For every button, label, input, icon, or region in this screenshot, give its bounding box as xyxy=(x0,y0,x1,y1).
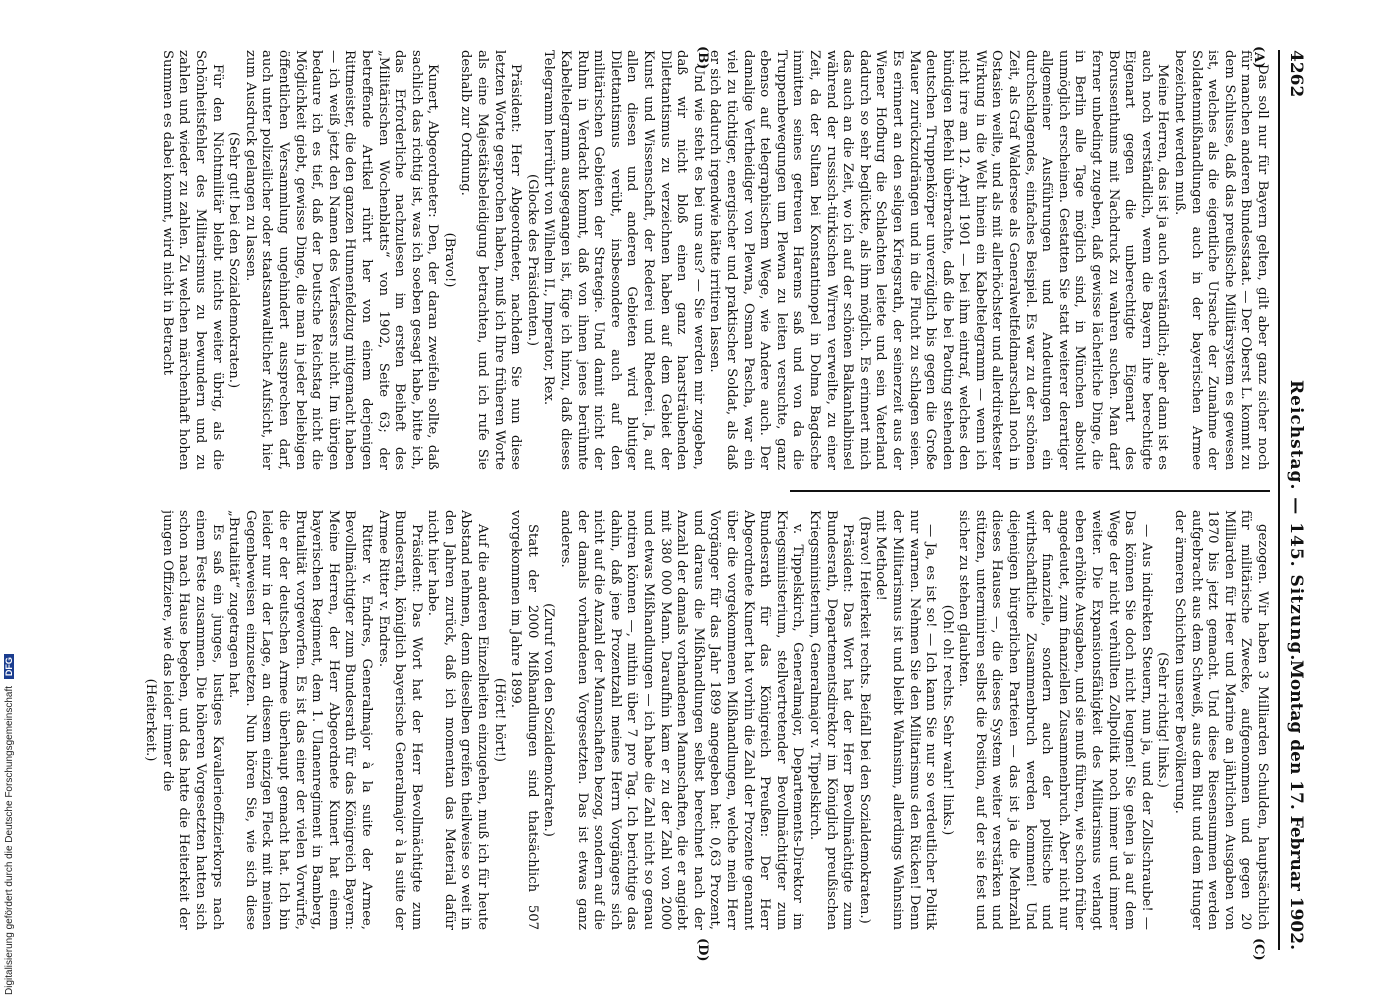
paragraph: Statt der 2000 Mißhandlungen sind thatsächlich 507 vorgekommen im Jahre 1899. xyxy=(508,510,540,930)
paragraph: Präsident: Herr Abgeordneter, nachdem Sie nun diese letzten Worte gesprochen haben, muß ich Ihre früheren Worte als eine Majestätsbeleidigung betrachten, und ich rufe Sie deshalb zur Ordnung. xyxy=(458,50,524,470)
interjection: (Oh! oh! rechts. Sehr wahr! links.) xyxy=(939,604,955,836)
right-column xyxy=(80,510,1270,930)
paragraph: v. Tippelskirch, Generalmajor, Departements-Direktor im Kriegsministerium, stellvertretender Bevollmächtigter zum Bundesrath für das Königreich Preußen: Der Herr Abgeordnete Kunert hat vorhin die Zahl der Prozente genannt über die vorgekommenen Mißhandlungen, welche mein Herr Vorgänger für das Jahr 1899 angegeben hat: 0,63 Prozent, und daraus die Mißhandlungen selbst berechnet nach der Anzahl der damals vorhandenen Mannschaften, die er angiebt mit 380 000 Mann. Daraufhin kam er zu der Zahl von 2000 und etwas Mißhandlungen — ich habe die Zahl nicht so genau notiren können —, mithin über 7 pro Tag. Ich berichtige das dahin, daß jene Prozentzahl meines Herrn Vorgängers sich nicht auf die Anzahl der Mannschaften bezog, sondern auf die der damals vorhandenen Vorgesetzten. Das ist etwas ganz anderes. xyxy=(558,510,806,930)
paragraph: Präsident: Das Wort hat der Herr Bevollmächtigte zum Bundesrath, Departementsdirektor im Königlich preußischen Kriegsministerium, Generalmajor v. Tippelskirch. xyxy=(806,510,856,930)
interjection: (Heiterkeit.) xyxy=(143,678,159,762)
paragraph: Auf die anderen Einzelheiten einzugehen, muß ich für heute Abstand nehmen, denn dieselben greifen theilweise so weit in den Jahren zurück, daß ich momentan das Material dafür nicht hier habe. xyxy=(425,510,491,930)
interjection: (Sehr gut! bei den Sozialdemokraten.) xyxy=(226,131,242,389)
paragraph: Für den Nichtmilitär bleibt nichts weiter übrig, als die Schönheitsfehler des Militarismus zu bewundern und zu zahlen und wieder zu zahlen. Zu welchen märchenhaft hohen Summen es dabei kommt, wird nicht in Betracht xyxy=(159,50,225,470)
document-page xyxy=(60,46,1310,962)
paragraph: Präsident: Das Wort hat der Herr Bevollmächtigte zum Bundesrath, königlich bayerische Generalmajor à la suite der Armee Ritter v. Endres. xyxy=(375,510,424,930)
paragraph: Meine Herren, das ist ja auch verständlich; aber dann ist es auch noch verständlich, wenn die Bayern ihre berechtigte Eigenart gegen die unberechtigte Eigenart des Borussenthums mit Nachdruck zu wahren suchen. Man darf ferner unbedingt zugeben, daß gewisse lächerliche Dinge, die in Berlin alle Tage möglich sind, in München absolut unmöglich erscheinen. Gestatten Sie statt weiterer derartiger allgemeiner Ausführungen und Andeutungen ein durchschlagendes, einfaches Beispiel. Es war zu der schönen Zeit, als Graf Waldersee als Generalweltfeldmarschall noch in Ostasien weilte, und als mit allerhöchster und allerdirektester Wirkung in die Welt hinein ein Kabeltelegramm — wenn ich nicht irre am 12. April 1901 — bei ihm eintraf, welches den bündigen Befehl überbrachte, daß die bei Paoting stehenden deutschen Truppenkörper unverzüglich bis gegen die Große Mauer zurückzudrängen und in die Flucht zu schlagen seien. Es erinnert an den seligen Kriegsrath, der seinerzeit aus der Wiener Hofburg die Schlachten leitete und sein Vaterland dadurch so sehr beglückte, als ihm möglich. Es erinnert mich das auch an die Zeit, wo ich auf der schönen Balkanhalbinsel während der russisch-türkischen Wirren verweilte, zu einer Zeit, da der Sultan bei Konstantinopel in Dolma Bagdsche inmitten seines getreuen Harems saß und von da die Truppenbewegungen um Plewna zu leiten versuchte, ganz ebenso auf telegraphischem Wege, wie Andere auch. Der damalige Vertheidiger von Plewna, Osman Pascha, war ein viel zu tüchtiger, energischer und praktischer Soldat, als daß er sich dadurch irgendwie hätte irritiren lassen. xyxy=(707,50,1171,470)
digitization-note xyxy=(4,654,15,995)
page-number: 4262 xyxy=(1286,50,1306,98)
paragraph: Und wie steht es bei uns aus? — Sie werden mir zugeben, daß wir nicht bloß einen ganz haarsträubenden Dilettantismus zu verzeichnen haben auf dem Gebiet der Kunst und Wissenschaft, der Rederei und Rhederei. Ja, auf allen diesen und anderen Gebieten wird blutiger Dilettantismus verübt, insbesondere auch auf den militärischen Gebieten der Strategie. Und damit nicht der Ruhm in Verdacht kommt, daß von ihnen jenes berühmte Kabeltelegramm ausgegangen ist, füge ich hinzu, daß dieses Telegramm herrührt von Wilhelm II., Imperator, Rex. xyxy=(541,50,706,470)
paragraph: — Ja, es ist so! — Ich kann Sie nur so verdeutlicher Politik nur warnen. Nehmen Sie den Militarismus den Rücken! Denn der Militarismus ist und bleibt Wahnsinn, allerdings Wahnsinn mit Methode! xyxy=(873,510,939,930)
margin-marker-d: (D) xyxy=(695,938,710,962)
paragraph: gezogen. Wir haben 3 Milliarden Schulden, hauptsächlich für militärische Zwecke, aufgenommen und gegen 20 Milliarden für Heer und Marine an jährlichen Ausgaben von 1870 bis jetzt gemacht. Und diese Riesensummen werden aufgebracht aus dem Schweiß, aus dem Blut und dem Hunger der ärmeren Schichten unserer Bevölkerung. xyxy=(1172,510,1270,930)
paragraph: Es saß ein junges, lustiges Kavallerieoffizierkorps nach einem Feste zusammen. Die höheren Vorgesetzten hatten sich schon nach Hause begeben, und das hatte die Heiterkeit der jungen Offiziere, wie das leider immer die xyxy=(159,510,225,930)
interjection: (Glocke des Präsidenten.) xyxy=(524,173,540,347)
paragraph: Kunert, Abgeordneter: Den, der daran zweifeln sollte, daß sachlich das richtig ist, was ich soeben gesagt habe, bitte ich, das Erforderliche nachzulesen im ersten Beiheft des „Militärischen Wochenblatts“ von 1902, Seite 63; der betreffende Artikel rührt her von einem derjenigen Rittmeister, die den ganzen Hunnenfeldzug mitgemacht haben — ich weiß jetzt den Namen des Verfassers nicht. Im übrigen bedaure ich es tief, daß der Deutsche Reichstag nicht die Möglichkeit giebt, gewisse Dinge, die man in jeder beliebigen öffentlichen Versammlung ungehindert aussprechen darf, auch unter polizeilicher oder staatsanwaltlicher Aufsicht, hier zum Ausdruck gelangen zu lassen. xyxy=(242,50,441,470)
interjection: (Sehr richtig! links.) xyxy=(1155,652,1171,788)
paragraph: Ritter v. Endres, Generalmajor à la suite der Armee, Bevollmächtigter zum Bundesrath für das Königreich Bayern: Meine Herren, der Herr Abgeordnete Kunert hat einem bayerischen Regiment, dem 1. Ulanenregiment in Bamberg, Brutalität vorgeworfen. Es ist das einer der vielen Vorwürfe, die er der deutschen Armee überhaupt gemacht hat. Ich bin leider nur in der Lage, an diesem einzigen Fleck mit meinen Gegenbeweisen einzusetzen. Nun hören Sie, wie sich diese „Brutalität“ zugetragen hat. xyxy=(226,510,374,930)
interjection: (Bravo! Heiterkeit rechts. Beifall bei den Sozialdemokraten.) xyxy=(856,516,872,924)
column-divider xyxy=(790,490,1270,492)
interjection: (Hört! hört!) xyxy=(491,677,507,763)
margin-marker-a: (A) xyxy=(1251,46,1266,69)
paragraph: — Aus indirekten Steuern, nun ja, und der Zollschraube! — Das können Sie doch nicht leugnen! Sie gehen ja auf dem Wege der nicht verhüllten Zollpolitik noch immer und immer weiter. Die Expansionsfähigkeit des Militarismus verlangt eben erhöhte Ausgaben, und sie muß führen, wie schon früher angedeutet, zum finanziellen Zusammenbruch. Aber nicht nur der finanzielle, sondern auch der politische und wirthschaftliche Zusammenbruch werden kommen! Und diejenigen bürgerlichen Parteien — das ist ja die Mehrzahl dieses Hauses —, die dieses System weiter verstärken und stützen, unterminiren selbst die Position, auf der sie fest und sicher zu stehen glaubten. xyxy=(956,510,1154,930)
left-column xyxy=(80,50,1270,470)
digitization-note-text: Digitalisierung gefördert durch die Deutsche Forschungsgemeinschaft xyxy=(4,685,15,995)
page-header xyxy=(1278,50,1310,950)
interjection: (Bravo!) xyxy=(441,232,457,288)
session-date: Montag den 17. Februar 1902. xyxy=(1286,660,1306,950)
margin-marker-c: (C) xyxy=(1251,938,1266,961)
dfg-logo: DFG xyxy=(4,654,14,679)
interjection: (Zuruf von den Sozialdemokraten.) xyxy=(541,603,557,837)
paragraph: Das soll nur für Bayern gelten, gilt aber ganz sicher noch für manchen anderen Bundesstaat. — Der Oberst L. kommt zu dem Schlusse, daß das preußische Militärsystem es gewesen ist, welches als die eigentliche Ursache der Zunahme der Soldatenmißhandlungen auch in der bayerischen Armee bezeichnet werden muß. xyxy=(1172,50,1270,470)
margin-marker-b: (B) xyxy=(695,46,710,70)
session-title: Reichstag. — 145. Sitzung. xyxy=(1286,380,1306,662)
